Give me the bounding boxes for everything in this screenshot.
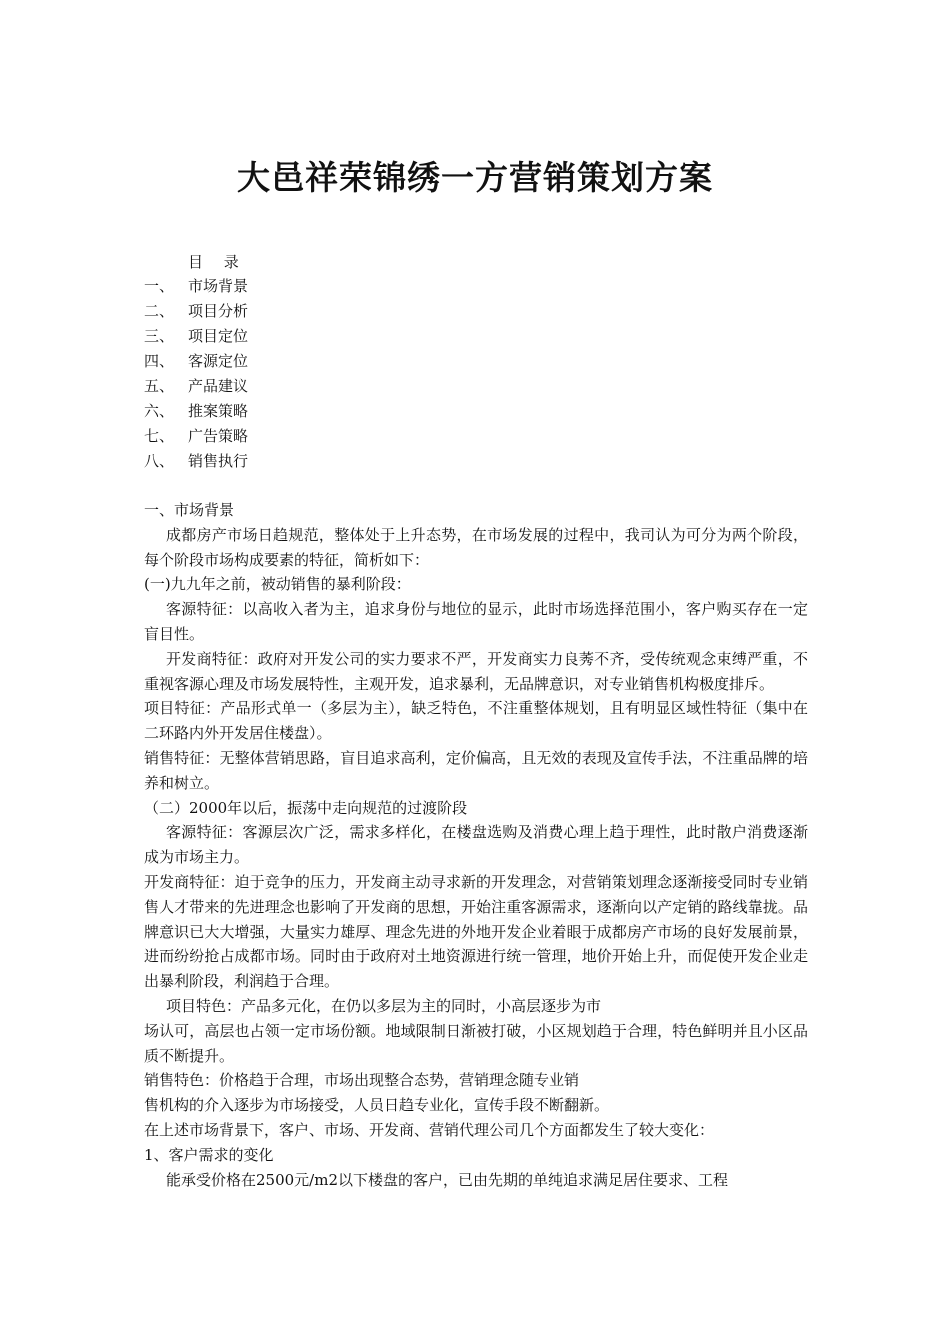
paragraph: 客源特征：客源层次广泛，需求多样化，在楼盘选购及消费心理上趋于理性，此时散户消费逐渐成为市场主力。 xyxy=(144,823,808,867)
toc-item-label: 产品建议 xyxy=(188,377,249,395)
paragraph: 销售特色：价格趋于合理，市场出现整合态势，营销理念随专业销 xyxy=(144,1071,580,1090)
table-of-contents xyxy=(144,274,248,474)
toc-item xyxy=(144,324,248,349)
paragraph: 能承受价格在2500元/m2以下楼盘的客户，已由先期的单纯追求满足居住要求、工程 xyxy=(166,1170,728,1189)
subsection-heading: 1、客户需求的变化 xyxy=(144,1145,274,1164)
toc-item-label: 市场背景 xyxy=(188,277,249,295)
toc-item-number: 五、 xyxy=(144,377,175,395)
toc-item-number: 六、 xyxy=(144,402,175,420)
paragraph: 开发商特征：迫于竞争的压力，开发商主动寻求新的开发理念，对营销策划理念逐渐接受同时专业销售人才带来的先进理念也影响了开发商的思想，开始注重客源需求，逐渐向以产定销的路线靠拢。品牌意识已大大增强，大量实力雄厚、理念先进的外地开发企业着眼于成都房产市场的良好发展前景，进而纷纷抢占成都市场。同时由于政府对土地资源进行统一管理，地价开始上升，而促使开发企业走出暴利阶段，利润趋于合理。 xyxy=(144,872,808,991)
toc-heading: 目 录 xyxy=(188,253,247,271)
toc-item-label: 项目分析 xyxy=(188,302,249,320)
paragraph: 项目特色：产品多元化，在仍以多层为主的同时，小高层逐步为市 xyxy=(166,996,602,1015)
document-body xyxy=(144,498,808,1192)
toc-item xyxy=(144,299,248,324)
toc-item-number: 八、 xyxy=(144,452,175,470)
toc-item-number: 一、 xyxy=(144,277,175,295)
paragraph: 在上述市场背景下，客户、市场、开发商、营销代理公司几个方面都发生了较大变化： xyxy=(144,1120,715,1139)
toc-item xyxy=(144,374,248,399)
toc-item-label: 项目定位 xyxy=(188,327,249,345)
toc-item-label: 推案策略 xyxy=(188,402,249,420)
paragraph: 场认可，高层也占领一定市场份额。地域限制日渐被打破，小区规划趋于合理，特色鲜明并且小区品质不断提升。 xyxy=(144,1021,808,1065)
toc-item xyxy=(144,449,248,474)
section-heading: 一、市场背景 xyxy=(144,501,235,519)
document-title: 大邑祥荣锦绣一方营销策划方案 xyxy=(237,158,713,197)
toc-item-number: 二、 xyxy=(144,302,175,320)
paragraph: 售机构的介入逐步为市场接受，人员日趋专业化，宣传手段不断翻新。 xyxy=(144,1096,610,1115)
toc-item-label: 广告策略 xyxy=(188,427,249,445)
toc-item-label: 客源定位 xyxy=(188,352,249,370)
toc-item-number: 七、 xyxy=(144,427,175,445)
toc-item xyxy=(144,424,248,449)
subsection-heading: (一)九九年之前，被动销售的暴利阶段： xyxy=(144,575,411,594)
toc-item-label: 销售执行 xyxy=(188,452,249,470)
toc-item xyxy=(144,274,248,299)
toc-item xyxy=(144,399,248,424)
paragraph: 销售特征：无整体营销思路，盲目追求高利，定价偏高，且无效的表现及宣传手法，不注重品牌的培养和树立。 xyxy=(144,748,808,792)
toc-item xyxy=(144,349,248,374)
paragraph: 项目特征：产品形式单一（多层为主），缺乏特色，不注重整体规划，且有明显区域性特征（集中在二环路内外开发居住楼盘）。 xyxy=(144,699,808,743)
toc-item-number: 四、 xyxy=(144,352,175,370)
paragraph: 开发商特征：政府对开发公司的实力要求不严，开发商实力良莠不齐，受传统观念束缚严重，不重视客源心理及市场发展特性，主观开发，追求暴利，无品牌意识，对专业销售机构极度排斥。 xyxy=(144,649,808,693)
subsection-heading: （二）2000年以后，振荡中走向规范的过渡阶段 xyxy=(144,798,468,817)
toc-item-number: 三、 xyxy=(144,327,175,345)
paragraph: 成都房产市场日趋规范，整体处于上升态势，在市场发展的过程中，我司认为可分为两个阶段，每个阶段市场构成要素的特征，简析如下： xyxy=(144,525,808,569)
paragraph: 客源特征：以高收入者为主，追求身份与地位的显示，此时市场选择范围小，客户购买存在一定盲目性。 xyxy=(144,600,808,643)
